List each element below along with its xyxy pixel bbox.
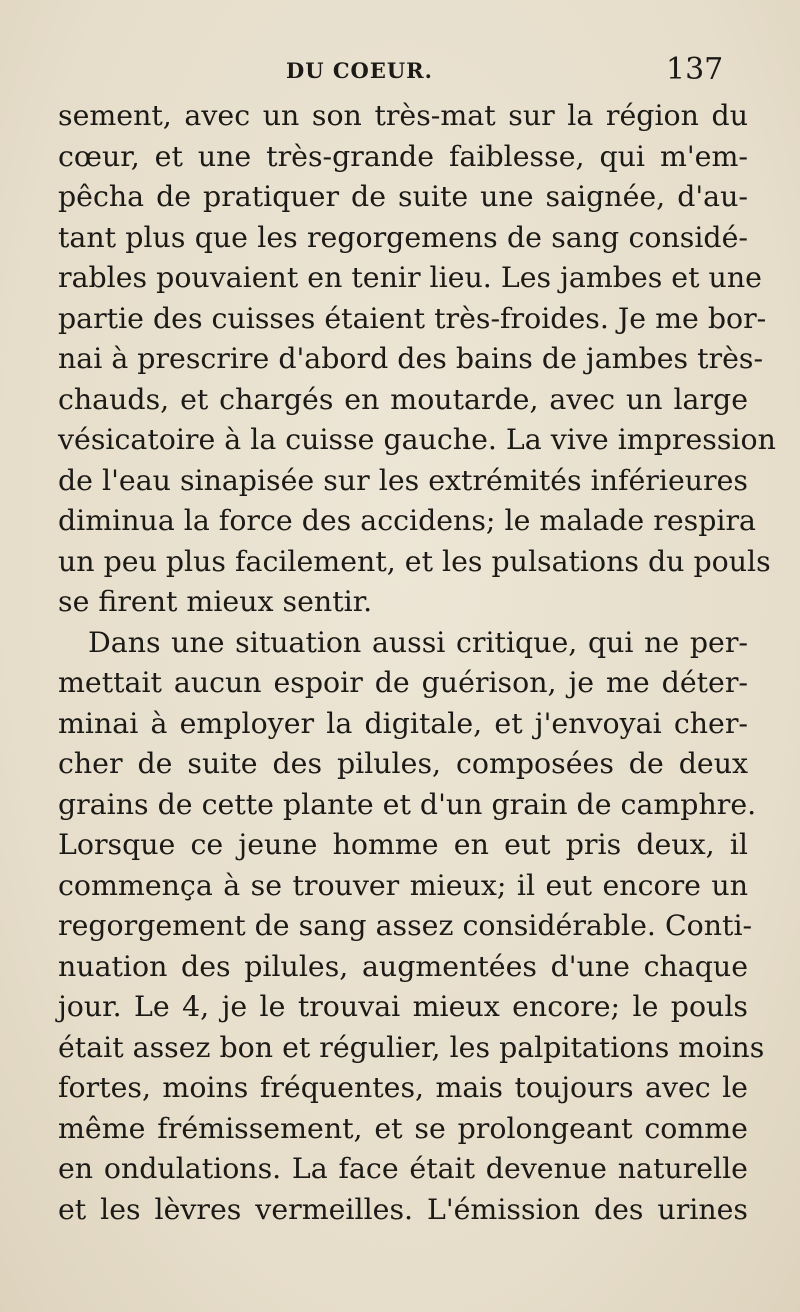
text-line: grains de cette plante et d'un grain de camphre. <box>58 787 757 821</box>
text-line: tant plus que les regorgemens de sang considé- <box>58 220 748 254</box>
text-line: était assez bon et régulier, les palpitations moins <box>58 1030 765 1064</box>
text-line: et les lèvres vermeilles. L'émission des urines <box>58 1192 748 1226</box>
text-line: partie des cuisses étaient très-froides. Je me bor- <box>58 301 767 335</box>
text-line: vésicatoire à la cuisse gauche. La vive impression <box>58 423 776 456</box>
text-line: de l'eau sinapisée sur les extrémités inférieures <box>58 463 748 497</box>
text-line: cher de suite des pilules, composées de deux <box>58 747 748 780</box>
text-line: pêcha de pratiquer de suite une saignée, d'au- <box>58 180 748 213</box>
text-line: cœur, et une très-grande faiblesse, qui m'em- <box>58 139 748 173</box>
text-line: sement, avec un son très-mat sur la région du <box>58 99 748 132</box>
text-line: mettait aucun espoir de guérison, je me déter- <box>58 666 748 699</box>
text-line: nai à prescrire d'abord des bains de jambes très- <box>58 342 764 375</box>
text-line: Dans une situation aussi critique, qui ne per- <box>88 625 748 659</box>
text-line: se firent mieux sentir. <box>58 585 373 618</box>
running-head <box>0 48 800 88</box>
text-line: commença à se trouver mieux; il eut encore un <box>58 868 748 902</box>
text-line: rables pouvaient en tenir lieu. Les jambes et une <box>58 261 762 294</box>
text-line: minai à employer la digitale, et j'envoyai cher- <box>58 706 748 740</box>
body-text <box>58 96 776 1230</box>
text-line: regorgement de sang assez considérable. Conti- <box>58 909 753 942</box>
text-line: chauds, et chargés en moutarde, avec un large <box>58 382 748 416</box>
running-title: DU COEUR. <box>286 58 433 83</box>
text-line: diminua la force des accidens; le malade respira <box>58 504 756 537</box>
text-line: un peu plus facilement, et les pulsations du pouls <box>58 544 771 578</box>
text-line: jour. Le 4, je le trouvai mieux encore; le pouls <box>58 990 748 1023</box>
text-line: en ondulations. La face était devenue naturelle <box>58 1152 748 1185</box>
page-number: 137 <box>666 52 724 87</box>
text-line: même frémissement, et se prolongeant comme <box>58 1111 748 1145</box>
text-line: nuation des pilules, augmentées d'une chaque <box>58 949 748 983</box>
text-line: fortes, moins fréquentes, mais toujours avec le <box>58 1071 748 1104</box>
text-line: Lorsque ce jeune homme en eut pris deux, il <box>58 828 748 861</box>
